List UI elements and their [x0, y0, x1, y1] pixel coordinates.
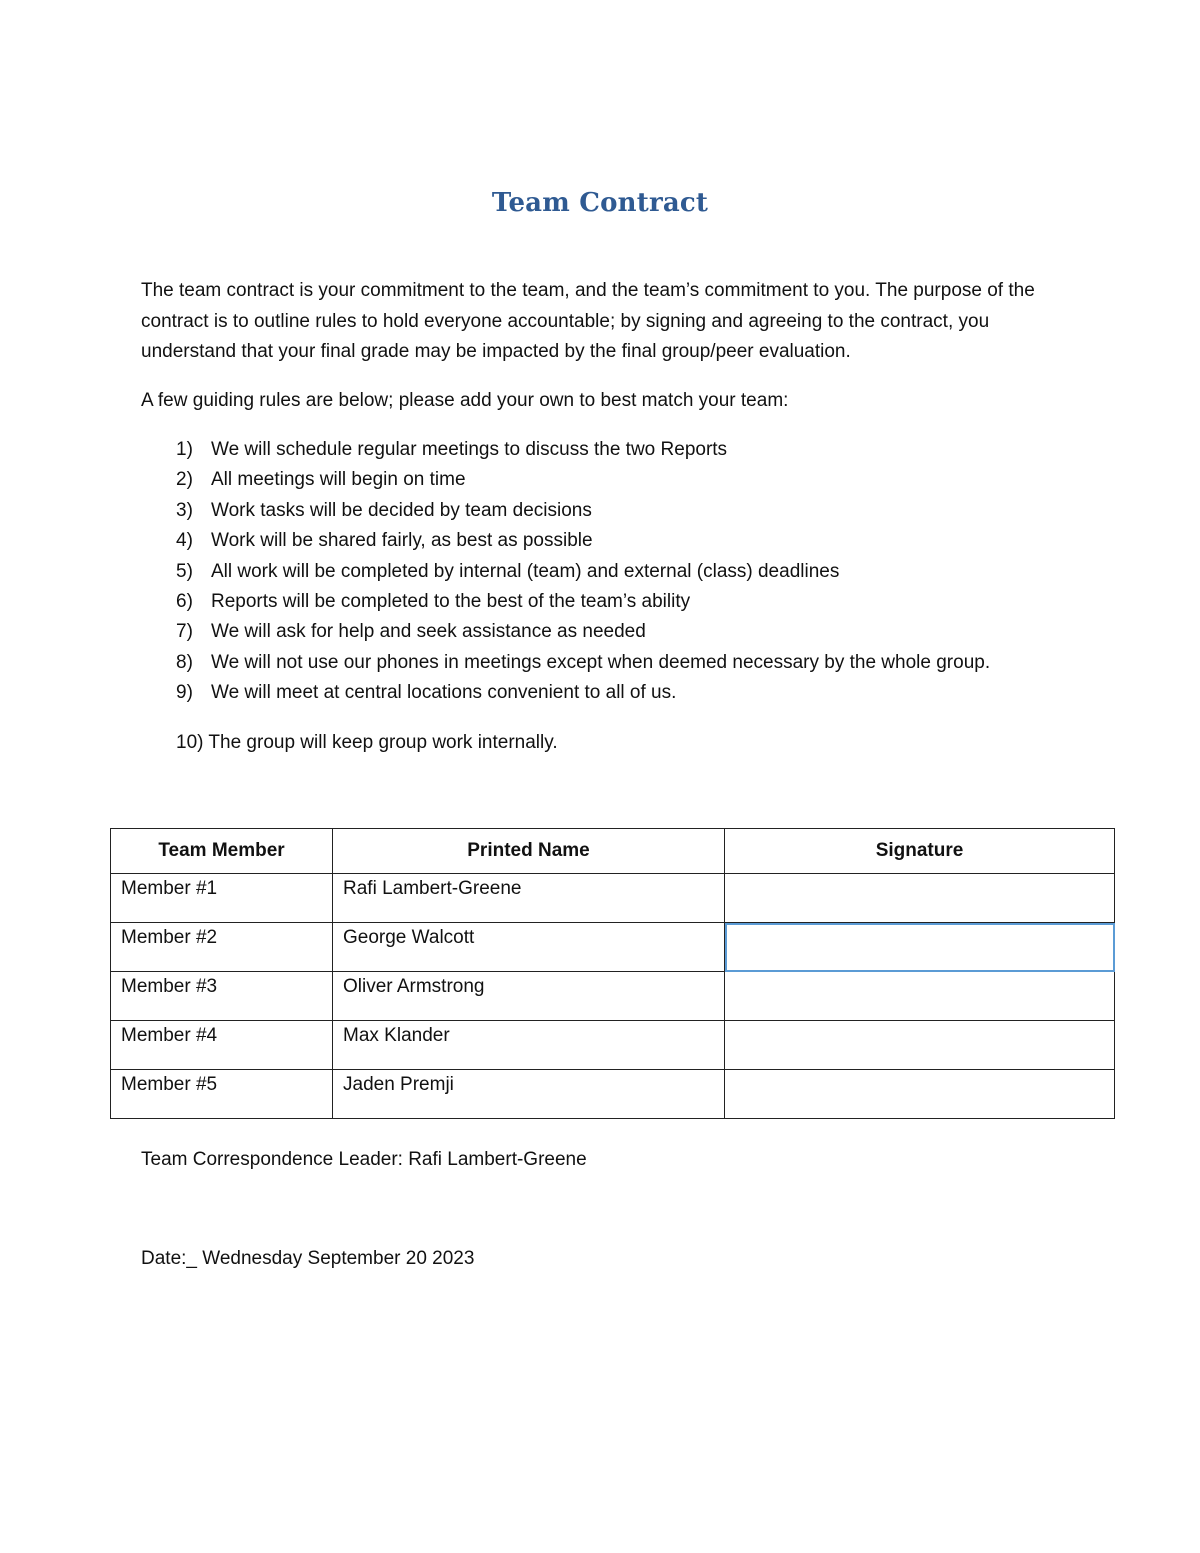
header-team-member: Team Member — [111, 829, 333, 874]
contract-date: Date:_ Wednesday September 20 2023 — [141, 1248, 475, 1269]
member-label: Member #3 — [111, 972, 333, 1021]
member-label: Member #2 — [111, 923, 333, 972]
rule-text: Reports will be completed to the best of the team’s ability — [211, 590, 691, 612]
rule-text: We will ask for help and seek assistance as needed — [211, 621, 646, 643]
member-printed-name: Max Klander — [333, 1021, 725, 1070]
intro-paragraph — [141, 276, 1071, 368]
rule-text: Work tasks will be decided by team decisions — [211, 499, 592, 521]
table-header-row — [111, 829, 1115, 874]
table-row — [111, 923, 1115, 972]
rule-number: 3) — [176, 499, 193, 521]
rules-lead-text: A few guiding rules are below; please add your own to best match your team: — [141, 390, 789, 411]
member-label: Member #5 — [111, 1070, 333, 1119]
rule-number: 5) — [176, 560, 193, 582]
rule-item — [176, 617, 1076, 647]
rule-item — [176, 728, 1076, 758]
table-row — [111, 1070, 1115, 1119]
table-row — [111, 874, 1115, 923]
rule-item — [176, 465, 1076, 495]
team-members-table — [110, 828, 1115, 1119]
rule-text: We will not use our phones in meetings except when deemed necessary by the whole group. — [211, 651, 991, 673]
rule-item — [176, 678, 1076, 708]
rule-text: All meetings will begin on time — [211, 469, 466, 491]
rule-item — [176, 526, 1076, 556]
member-printed-name: George Walcott — [333, 923, 725, 972]
member-printed-name: Oliver Armstrong — [333, 972, 725, 1021]
rule-item — [176, 648, 1076, 678]
rule-number: 9) — [176, 682, 193, 704]
member-label: Member #1 — [111, 874, 333, 923]
rule-number: 8) — [176, 651, 193, 673]
rule-item — [176, 496, 1076, 526]
signature-cell[interactable] — [725, 874, 1115, 923]
rule-item — [176, 435, 1076, 465]
rule-number: 4) — [176, 530, 193, 552]
rule-item — [176, 557, 1076, 587]
member-label: Member #4 — [111, 1021, 333, 1070]
rule-item — [176, 587, 1076, 617]
rule-text: We will meet at central locations convenient to all of us. — [211, 682, 677, 704]
rule-number: 10) — [176, 731, 204, 753]
rule-number: 2) — [176, 469, 193, 491]
rule-number: 6) — [176, 590, 193, 612]
member-printed-name: Jaden Premji — [333, 1070, 725, 1119]
rule-number: 7) — [176, 621, 193, 643]
page-title: Team Contract — [491, 188, 709, 218]
rule-number: 1) — [176, 439, 193, 460]
signature-cell[interactable] — [725, 972, 1115, 1021]
signature-cell[interactable] — [725, 1021, 1115, 1070]
rule-text: We will schedule regular meetings to discuss the two Reports — [211, 439, 728, 460]
table-row — [111, 1021, 1115, 1070]
rules-list — [176, 435, 1076, 758]
signature-cell-selected[interactable] — [725, 923, 1115, 972]
correspondence-leader: Team Correspondence Leader: Rafi Lambert-Greene — [141, 1149, 587, 1170]
header-printed-name: Printed Name — [333, 829, 725, 874]
signature-cell[interactable] — [725, 1070, 1115, 1119]
member-printed-name: Rafi Lambert-Greene — [333, 874, 725, 923]
header-signature: Signature — [725, 829, 1115, 874]
intro-text: The team contract is your commitment to the team, and the team’s commitment to you. The purpose of the contract is to outline rules to hold everyone accountable; by signing and agreeing to the contract, you understand that your final grade may be impacted by the final group/peer evaluation. — [141, 280, 1035, 362]
table-row — [111, 972, 1115, 1021]
rule-text: All work will be completed by internal (team) and external (class) deadlines — [211, 560, 840, 582]
rule-text: Work will be shared fairly, as best as possible — [211, 530, 593, 552]
rule-text: The group will keep group work internally. — [208, 731, 558, 753]
